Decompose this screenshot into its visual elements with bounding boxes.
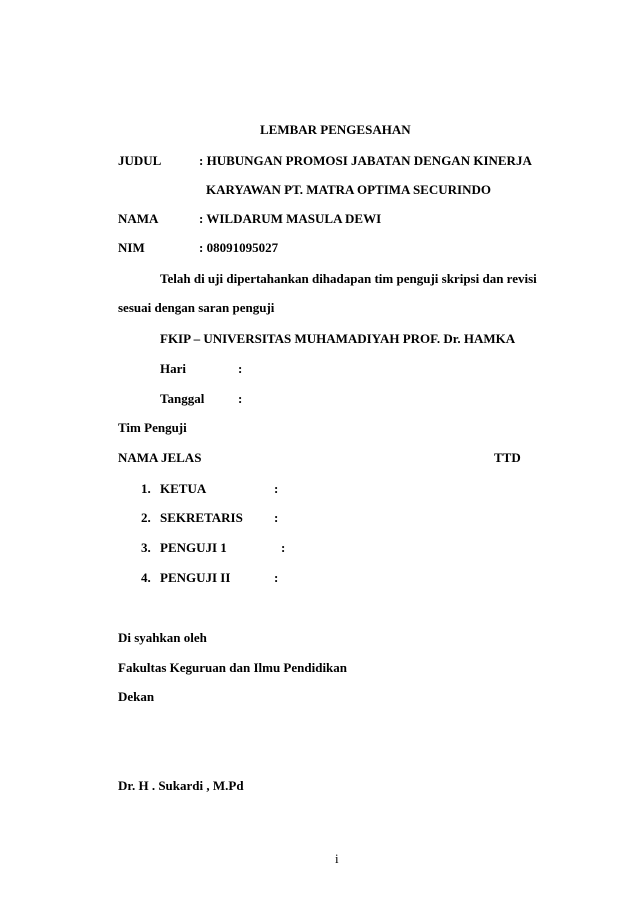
judul-label: JUDUL: [118, 153, 162, 168]
examiner-colon: :: [274, 481, 279, 496]
examiner-colon: :: [274, 510, 279, 525]
examiner-role: SEKRETARIS: [160, 510, 243, 525]
judul-value-line2: KARYAWAN PT. MATRA OPTIMA SECURINDO: [206, 182, 491, 197]
hari-colon: :: [238, 361, 243, 376]
nama-label: NAMA: [118, 211, 159, 226]
examiner-colon: :: [274, 570, 279, 585]
examiner-number: 3.: [141, 540, 151, 555]
page-number: i: [335, 851, 339, 866]
examiner-number: 2.: [141, 510, 151, 525]
nama-value: : WILDARUM MASULA DEWI: [199, 211, 382, 226]
signatory-name: Dr. H . Sukardi , M.Pd: [118, 778, 244, 793]
tanggal-colon: :: [238, 391, 243, 406]
disahkan-oleh: Di syahkan oleh: [118, 630, 207, 645]
page-title: LEMBAR PENGESAHAN: [260, 122, 411, 137]
nim-value: : 08091095027: [199, 240, 279, 255]
examiner-number: 4.: [141, 570, 151, 585]
examiner-colon: :: [281, 540, 286, 555]
tanggal-label: Tanggal: [160, 391, 205, 406]
examiner-role: PENGUJI II: [160, 570, 231, 585]
judul-value-line1: : HUBUNGAN PROMOSI JABATAN DENGAN KINERJA: [199, 153, 532, 168]
examiner-role: KETUA: [160, 481, 207, 496]
statement-line1: Telah di uji dipertahankan dihadapan tim penguji skripsi dan revisi: [160, 271, 537, 286]
examiner-role: PENGUJI 1: [160, 540, 227, 555]
institution: FKIP – UNIVERSITAS MUHAMADIYAH PROF. Dr. HAMKA: [160, 331, 516, 346]
dekan-title: Dekan: [118, 689, 155, 704]
examiner-number: 1.: [141, 481, 151, 496]
ttd-header: TTD: [494, 450, 521, 465]
tim-penguji-heading: Tim Penguji: [118, 420, 187, 435]
faculty-name: Fakultas Keguruan dan Ilmu Pendidikan: [118, 660, 348, 675]
statement-line2: sesuai dengan saran penguji: [118, 300, 275, 315]
nama-jelas-header: NAMA JELAS: [118, 450, 202, 465]
nim-label: NIM: [118, 240, 145, 255]
hari-label: Hari: [160, 361, 186, 376]
